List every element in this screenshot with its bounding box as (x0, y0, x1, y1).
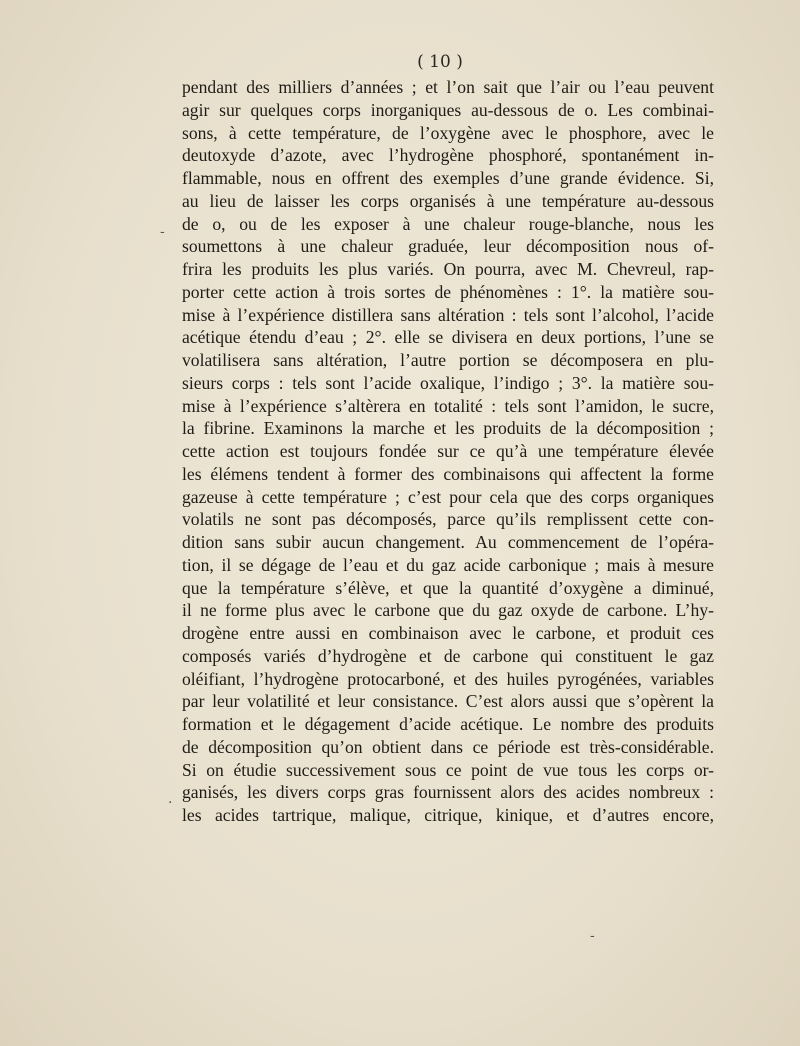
text-line: formation et le dégagement d’acide acétique. Le nombre des produits (182, 714, 714, 734)
text-line: au lieu de laisser les corps organisés à une température au-dessous (182, 190, 714, 211)
text-line: pendant des milliers d’années ; et l’on sait que l’air ou l’eau peuvent (182, 77, 714, 97)
text-line: composés variés d’hydrogène et de carbone qui constituent le gaz (182, 645, 714, 666)
text-line: Si on étudie successivement sous ce point de vue tous les corps or- (182, 759, 714, 780)
text-line: agir sur quelques corps inorganiques au-dessous de o. Les combinai- (182, 99, 714, 120)
text-line: sieurs corps : tels sont l’acide oxalique, l’indigo ; 3°. la matière sou- (182, 372, 714, 393)
page-number: ( 10 ) (417, 52, 463, 72)
text-line: cette action est toujours fondée sur ce qu’à une température élevée (182, 441, 714, 461)
text-line: les acides tartrique, malique, citrique, kinique, et d’autres encore, (182, 805, 714, 825)
text-line: sons, à cette température, de l’oxygène avec le phosphore, avec le (182, 122, 714, 143)
margin-mark: - (160, 224, 165, 240)
text-line: soumettons à une chaleur graduée, leur décomposition nous of- (182, 236, 714, 257)
text-line: gazeuse à cette température ; c’est pour cela que des corps organiques (182, 486, 714, 507)
text-line: porter cette action à trois sortes de phénomènes : 1°. la matière sou- (182, 281, 714, 302)
margin-mark: · (168, 795, 173, 811)
text-line: dition sans subir aucun changement. Au commencement de l’opéra- (182, 532, 714, 552)
text-line: tion, il se dégage de l’eau et du gaz acide carbonique ; mais à mesure (182, 554, 714, 575)
text-line: flammable, nous en offrent des exemples d’une grande évidence. Si, (182, 168, 714, 188)
body-text (182, 76, 714, 827)
text-line: ganisés, les divers corps gras fournissent alors des acides nombreux : (182, 782, 714, 803)
text-line: par leur volatilité et leur consistance. C’est alors aussi que s’opèrent la (182, 691, 714, 712)
text-line: deutoxyde d’azote, avec l’hydrogène phosphoré, spontanément in- (182, 145, 714, 166)
text-line: il ne forme plus avec le carbone que du gaz oxyde de carbone. L’hy- (182, 600, 714, 621)
text-line: la fibrine. Examinons la marche et les produits de la décomposition ; (182, 418, 714, 439)
text-line: acétique étendu d’eau ; 2°. elle se divisera en deux portions, l’une se (182, 327, 714, 348)
text-line: oléifiant, l’hydrogène protocarboné, et des huiles pyrogénées, variables (182, 668, 714, 689)
text-line: que la température s’élève, et que la quantité d’oxygène a diminué, (182, 577, 714, 598)
text-line: frira les produits les plus variés. On pourra, avec M. Chevreul, rap- (182, 259, 714, 279)
text-line: les élémens tendent à former des combinaisons qui affectent la forme (182, 463, 714, 484)
margin-mark: - (590, 928, 595, 944)
text-line: volatilisera sans altération, l’autre portion se décomposera en plu- (182, 350, 714, 370)
text-line: de o, ou de les exposer à une chaleur rouge-blanche, nous les (182, 213, 714, 234)
text-line: mise à l’expérience s’altèrera en totalité : tels sont l’amidon, le sucre, (182, 395, 714, 416)
text-line: drogène entre aussi en combinaison avec le carbone, et produit ces (182, 623, 714, 643)
text-line: volatils ne sont pas décomposés, parce qu’ils remplissent cette con- (182, 509, 714, 530)
text-line: mise à l’expérience distillera sans altération : tels sont l’alcohol, l’acide (182, 304, 714, 325)
text-line: de décomposition qu’on obtient dans ce période est très-considérable. (182, 736, 714, 757)
